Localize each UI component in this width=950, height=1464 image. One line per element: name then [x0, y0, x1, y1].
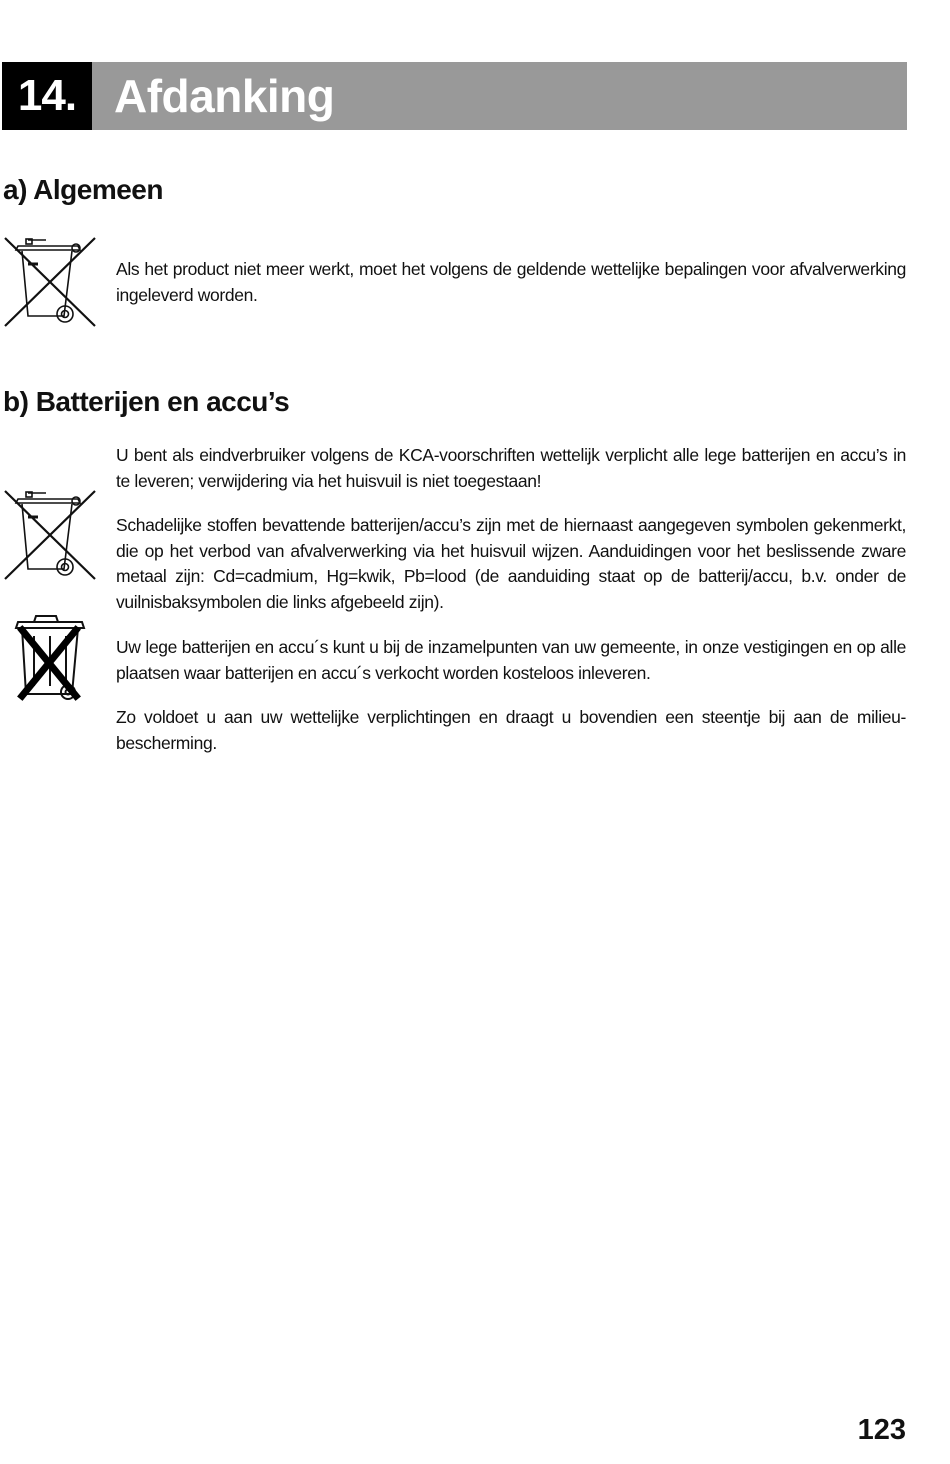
crossed-out-wheelie-bin-icon	[2, 234, 98, 330]
paragraph-batterijen-2: Schadelijke stoffen bevattende batterijen/accu’s zijn met de hiernaast aangegeven symbolen gekenmerkt, die op het verbod van afvalverwerking via het huisvuil wijzen. Aanduidingen voor het beslissende zware metaal zijn: Cd=cadmium, Hg=kwik, Pb=lood (de aanduiding staat op de batterij/accu, b.v. onder de vuilnisbaksymbolen die links afgebeeld zijn).	[116, 515, 906, 612]
section-heading-algemeen: a) Algemeen	[3, 174, 163, 205]
paragraph-batterijen-3: Uw lege batterijen en accu´s kunt u bij de inzamelpunten van uw gemeente, in onze vestigingen en op alle plaatsen waar batterijen en accu´s verkocht worden kosteloos inleveren.	[116, 637, 906, 683]
chapter-title: Afdanking	[114, 70, 335, 122]
chapter-header	[2, 62, 907, 130]
paragraph-algemeen: Als het product niet meer werkt, moet het volgens de geldende wettelijke bepalingen voor afvalverwerking ingeleverd worden.	[116, 259, 906, 305]
crossed-out-wheelie-bin-icon	[2, 487, 98, 583]
chapter-number: 14.	[2, 62, 92, 130]
page-number: 123	[857, 1414, 906, 1446]
crossed-out-bin-bold-icon	[12, 612, 88, 704]
paragraph-batterijen-1: U bent als eindverbruiker volgens de KCA-voorschriften wettelijk verplicht alle lege batterijen en accu’s in te leveren; verwijdering via het huisvuil is niet toegestaan!	[116, 445, 906, 491]
paragraph-batterijen-4: Zo voldoet u aan uw wettelijke verplichtingen en draagt u bovendien een steentje bij aan de milieu-bescherming.	[116, 707, 906, 753]
section-heading-batterijen: b) Batterijen en accu’s	[3, 386, 290, 417]
